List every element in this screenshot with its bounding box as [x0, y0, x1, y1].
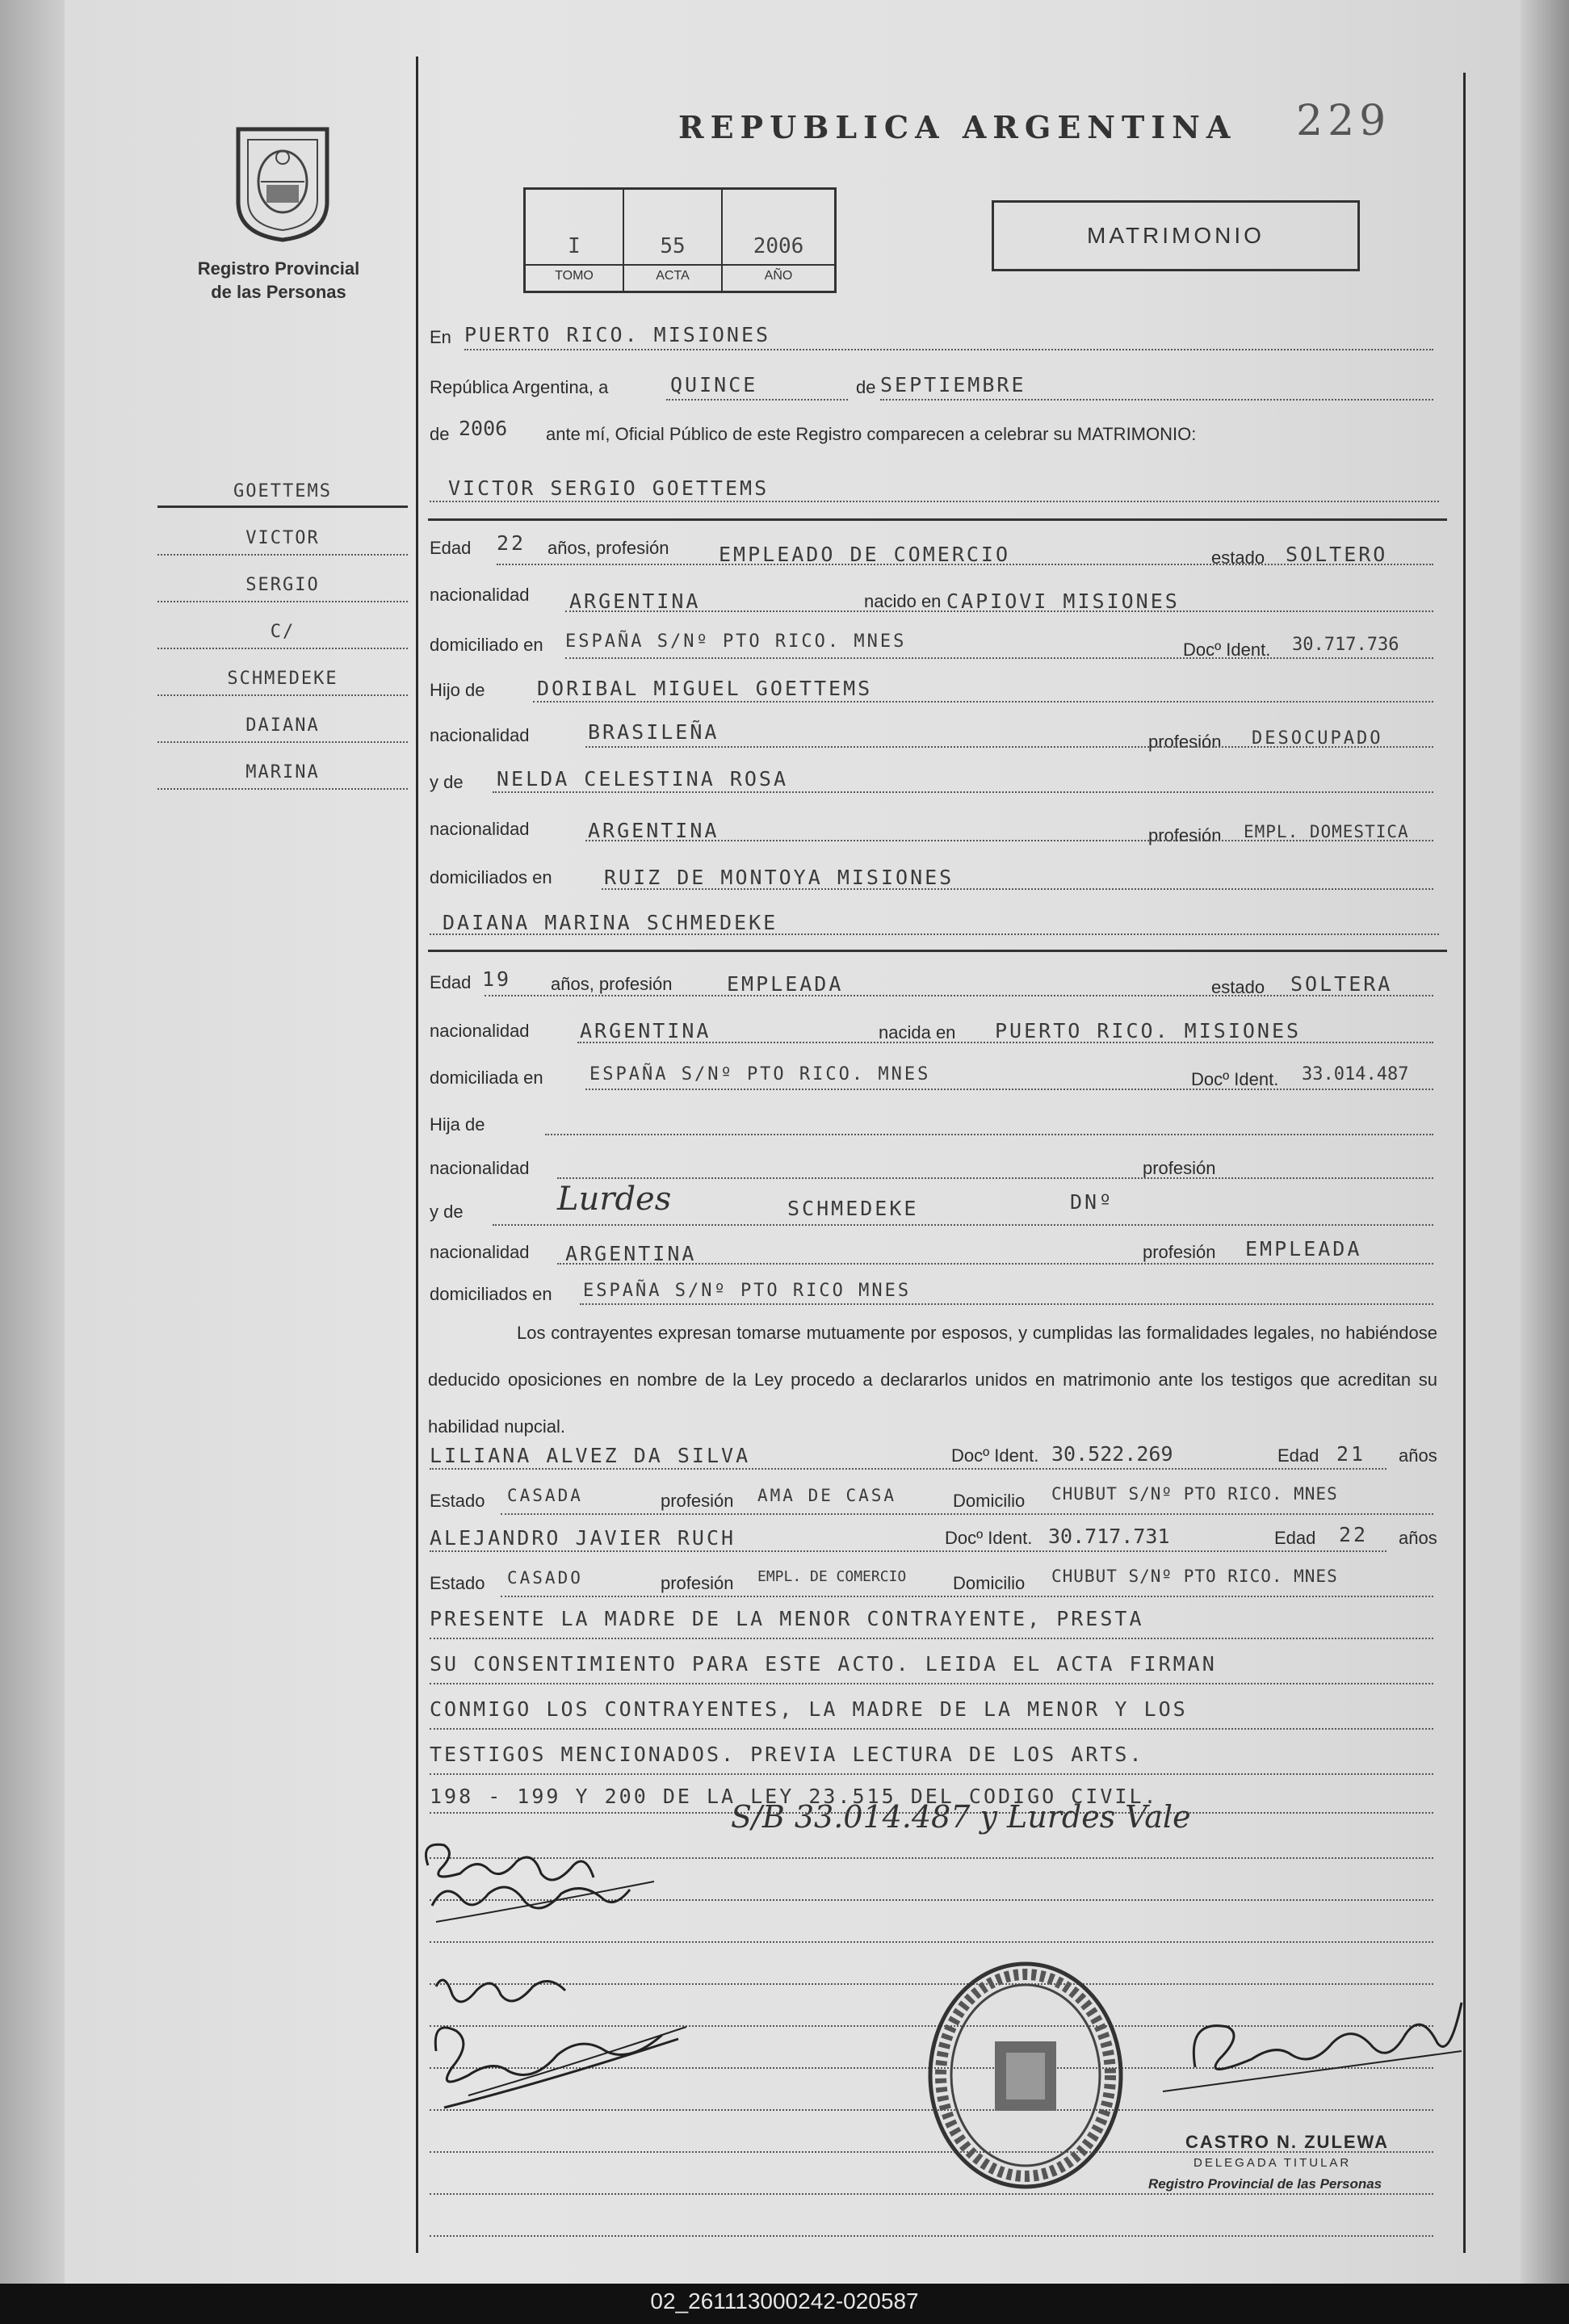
bride-address: ESPAÑA S/Nº PTO RICO. MNES [589, 1064, 931, 1084]
bride-name: DAIANA MARINA SCHMEDEKE [443, 911, 778, 934]
bride-profession: EMPLEADA [727, 972, 844, 996]
groom-birthplace: CAPIOVI MISIONES [946, 589, 1180, 613]
note-line: SU CONSENTIMIENTO PARA ESTE ACTO. LEIDA EL ACTA FIRMAN [430, 1652, 1217, 1676]
witness-address: CHUBUT S/Nº PTO RICO. MNES [1051, 1484, 1338, 1504]
record-box [523, 187, 837, 293]
note-line: CONMIGO LOS CONTRAYENTES, LA MADRE DE LA MENOR Y LOS [430, 1697, 1188, 1721]
book-edge-right [1521, 0, 1569, 2324]
right-frame-line [1463, 73, 1466, 2253]
margin-note: SCHMEDEKE [227, 669, 338, 689]
scanned-page: REPUBLICA ARGENTINA 229 Registro Provincial de las Personas I 55 2006 TOMO ACTA AÑO MATRIMONIO GOETTEMS VICTOR SERGIO C/ SCHMEDEKE DAIANA MARINA En PUERTO RICO. MISIONES República Argentina, a QUINCE de SEPTIEMBRE de 2006 ante mí, Oficial Público de este Registro comparecen a celebrar su MATRIMONIO: VICTOR SERGIO GOETTEMS Edad 22 años, profesión EMPLEADO DE COMERCIO estado SOLTERO nacionalidad ARGENTINA nacido en CAPIOVI MISIONES domiciliado en ESPAÑA S/Nº PTO RICO. MNES Docº Ident. 30.717.736 Hijo de DORIBAL MIGUEL GOETTEMS nacionalidad BRASILEÑA profesión DESOCUPADO y de NELDA CELESTINA ROSA nacionalidad ARGENTINA profesión EMPL. DOMESTICA domiciliados en RUIZ DE MONTOYA MISIONES DAIANA MARINA SCHMEDEKE Edad 19 años, profesión EMPLEADA estado SOLTERA nacionalidad ARGENTINA nacida en PUERTO RICO. MISIONES domiciliada en ESPAÑA S/Nº PTO RICO. MNES Docº Ident. 33.014.487 Hija de nacionalidad profesión y de Lurdes SCHMEDEKE DNº nacionalidad ARGENTINA profesión EMPLEADA domiciliados en ESPAÑA S/Nº PTO RICO MNES Los contrayentes expresan tomarse mutuamente por esposos, y cumplidas las formalidades legales, no habiéndose deducido oposiciones en nombre de la Ley procedo a declararlos unidos en matrimonio ante los testigos que acreditan su habilidad nupcial. LILIANA ALVEZ DA SILVA Docº Ident. 30.522.269 Edad 21 años Estado CASADA profesión AMA DE CASA Domicilio CHUBUT S/Nº PTO RICO. MNES ALEJANDRO JAVIER RUCH Docº Ident. 30.717.731 Edad 22 años Estado CASADO profesión EMPL. DE COMERCIO Domicilio CHUBUT S/Nº PTO RICO. MNES PRESENTE LA MADRE DE LA MENOR CONTRAYENTE, PRESTA SU CONSENTIMIENTO PARA ESTE ACTO. LEIDA EL ACTA FIRMAN CONMIGO LOS CONTRAYENTES, LA MADRE DE LA MENOR Y LOS TESTIGOS MENCIONADOS. PREVIA LECTURA DE LOS ARTS. 198 - 199 Y 200 DE LA LEY 23.515 DEL CODIGO CIVIL. S/B 33.014.487 y Lurdes Vale CASTRO N. ZULEWA DELEGADA TITULAR Registro Provincial de las Personas 02_261113000242-020587 [0, 0, 1569, 2324]
bride-mother-first-name: Lurdes [557, 1181, 672, 1218]
groom-mother: NELDA CELESTINA ROSA [497, 767, 789, 791]
bride-mother-last-name: SCHMEDEKE [787, 1197, 919, 1220]
bride-age: 19 [482, 967, 512, 991]
margin-note: VICTOR [245, 528, 320, 548]
bride-birthplace: PUERTO RICO. MISIONES [995, 1019, 1302, 1042]
year-value: 2006 [459, 417, 508, 440]
groom-nationality: ARGENTINA [569, 589, 701, 613]
groom-mother-nationality: ARGENTINA [588, 819, 719, 842]
margin-note: C/ [270, 622, 296, 642]
page-title: REPUBLICA ARGENTINA [678, 109, 1237, 145]
bride-mother-dni: DNº [1070, 1190, 1114, 1214]
groom-age: 22 [497, 531, 526, 555]
witness-profession: EMPL. DE COMERCIO [757, 1568, 907, 1585]
groom-father-nationality: BRASILEÑA [588, 720, 719, 744]
witness-age: 21 [1336, 1442, 1366, 1466]
witness-name: LILIANA ALVEZ DA SILVA [430, 1444, 751, 1467]
groom-father-profession: DESOCUPADO [1252, 728, 1383, 749]
signature-official [1163, 1970, 1470, 2100]
witness-name: ALEJANDRO JAVIER RUCH [430, 1526, 736, 1550]
note-line: 198 - 199 Y 200 DE LA LEY 23.515 DEL CODIGO CIVIL. [430, 1785, 1159, 1808]
ano-value: 2006 [753, 234, 804, 258]
official-name: CASTRO N. ZULEWA [1185, 2132, 1389, 2152]
witness-address: CHUBUT S/Nº PTO RICO. MNES [1051, 1567, 1338, 1586]
bride-doc: 33.014.487 [1302, 1064, 1409, 1084]
groom-father: DORIBAL MIGUEL GOETTEMS [537, 677, 873, 700]
matrimonio-label: MATRIMONIO [992, 200, 1360, 271]
signature-bride [420, 1962, 694, 2124]
margin-note: SERGIO [245, 575, 320, 595]
margin-note: DAIANA [245, 715, 320, 736]
tomo-value: I [568, 234, 581, 258]
note-line: TESTIGOS MENCIONADOS. PREVIA LECTURA DE LOS ARTS. [430, 1743, 1144, 1766]
witness-age: 22 [1339, 1523, 1369, 1546]
bride-parents-address: ESPAÑA S/Nº PTO RICO MNES [583, 1281, 912, 1301]
page-number: 229 [1296, 97, 1391, 145]
groom-status: SOLTERO [1286, 543, 1388, 566]
bride-nationality: ARGENTINA [580, 1019, 711, 1042]
groom-parents-address: RUIZ DE MONTOYA MISIONES [604, 866, 954, 889]
margin-note: MARINA [245, 762, 320, 782]
ano-label: AÑO [764, 269, 793, 283]
month-value: SEPTIEMBRE [880, 373, 1026, 396]
witness-marital-status: CASADA [507, 1486, 583, 1505]
ante-text: ante mí, Oficial Público de este Registro comparecen a celebrar su MATRIMONIO: [546, 424, 1197, 444]
acta-value: 55 [660, 234, 686, 258]
bride-mother-profession: EMPLEADA [1245, 1237, 1362, 1261]
groom-profession: EMPLEADO DE COMERCIO [719, 543, 1011, 566]
groom-doc: 30.717.736 [1292, 635, 1399, 655]
official-title: DELEGADA TITULAR [1194, 2156, 1352, 2170]
acta-label: ACTA [656, 269, 690, 283]
tomo-label: TOMO [555, 269, 594, 283]
official-office: Registro Provincial de las Personas [1148, 2176, 1382, 2192]
official-seal-icon [921, 1954, 1131, 2196]
signature-groom [412, 1833, 670, 1938]
rectification-note: S/B 33.014.487 y Lurdes Vale [731, 1799, 1191, 1835]
declaration-text: Los contrayentes expresan tomarse mutuamente por esposos, y cumplidas las formalidades legales, no habiéndose deducido oposiciones en nombre de la Ley procedo a declararlos unidos en matrimonio ante los testigos que acreditan su habilidad nupcial. [428, 1323, 1437, 1437]
registry-name: Registro Provincial de las Personas [197, 258, 360, 302]
groom-mother-profession: EMPL. DOMESTICA [1244, 822, 1409, 841]
witness-profession: AMA DE CASA [757, 1486, 897, 1505]
margin-note: GOETTEMS [233, 481, 332, 501]
bride-status: SOLTERA [1290, 972, 1393, 996]
place-value: PUERTO RICO. MISIONES [464, 323, 771, 346]
day-value: QUINCE [670, 373, 758, 396]
groom-name: VICTOR SERGIO GOETTEMS [448, 476, 770, 500]
witness-doc: 30.522.269 [1051, 1442, 1173, 1466]
book-binding-left [0, 0, 65, 2324]
bride-mother-nationality: ARGENTINA [565, 1242, 697, 1265]
scan-id: 02_261113000242-020587 [650, 2288, 919, 2314]
witness-marital-status: CASADO [507, 1568, 583, 1588]
witness-doc: 30.717.731 [1048, 1525, 1170, 1548]
groom-address: ESPAÑA S/Nº PTO RICO. MNES [565, 631, 907, 652]
note-line: PRESENTE LA MADRE DE LA MENOR CONTRAYENTE, PRESTA [430, 1607, 1144, 1630]
coat-of-arms-icon [230, 125, 335, 242]
